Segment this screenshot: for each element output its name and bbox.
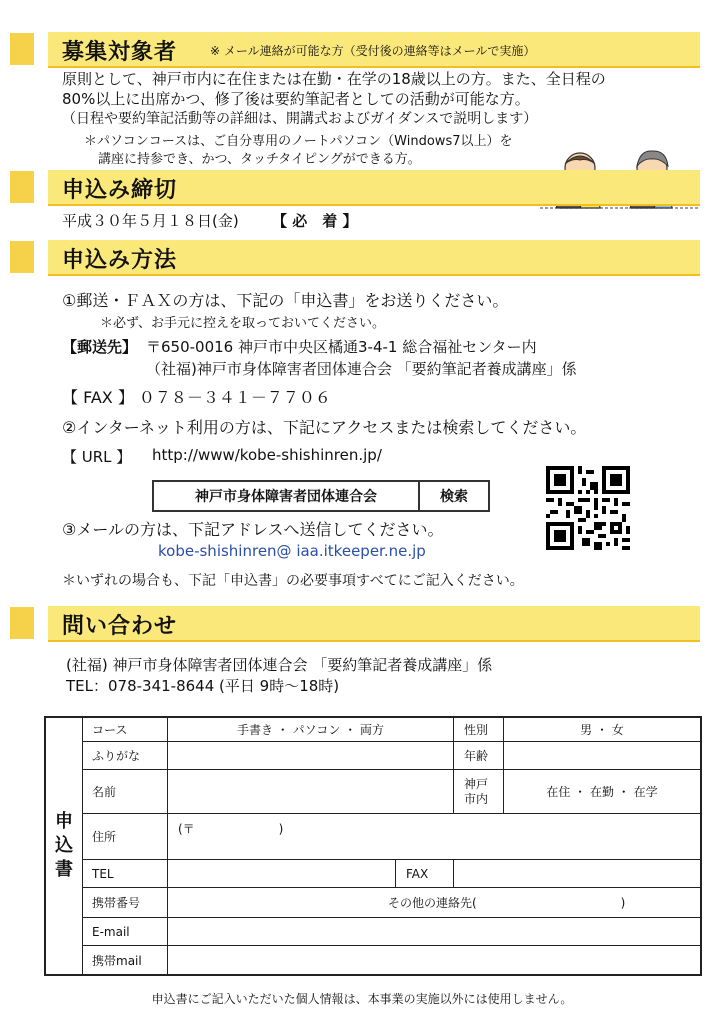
- section-header-deadline: [10, 170, 700, 204]
- section-marker: [10, 33, 34, 65]
- course-options[interactable]: 手書き ・ パソコン ・ 両方: [168, 718, 454, 742]
- age-label: 年齢: [454, 742, 504, 770]
- name-field[interactable]: [168, 770, 454, 814]
- course-label: コース: [82, 718, 168, 742]
- contact-tel: TEL：078-341-8644 (平日 9時〜18時): [66, 677, 340, 695]
- section-marker: [10, 607, 34, 639]
- section-title: 申込み締切: [62, 178, 178, 203]
- method-item-1-note: ＊必ず、お手元に控えを取っておいてください。: [100, 316, 385, 331]
- postal-code-prefix: (〒 ): [178, 822, 284, 836]
- eligibility-line-2: 80%以上に出席かつ、修了後は要約筆記者としての活動が可能な方。: [62, 90, 530, 108]
- url-link[interactable]: http://www/kobe-shishinren.jp/: [152, 446, 382, 464]
- section-marker: [10, 241, 34, 273]
- section-header-eligibility: [10, 32, 700, 66]
- all-cases-note: ＊いずれの場合も、下記「申込書」の必要事項すべてにご記入ください。: [62, 573, 524, 589]
- form-side-char: 込: [55, 835, 73, 856]
- fax-field[interactable]: [454, 860, 700, 888]
- resident-label: [454, 770, 504, 814]
- gender-label: 性別: [454, 718, 504, 742]
- url-label: 【 URL 】: [62, 448, 132, 466]
- pc-course-note-2: 講座に持参でき、かつ、タッチタイピングができる方。: [98, 152, 421, 167]
- pc-course-note-1: ＊パソコンコースは、ご自分専用のノートパソコン（Windows7以上）を: [84, 134, 513, 149]
- tel-field[interactable]: [168, 860, 396, 888]
- deadline-arrival: 【 必 着 】: [272, 212, 358, 230]
- section-header-contact: [10, 606, 700, 640]
- privacy-footer: 申込書にご記入いただいた個人情報は、本事業の実施以外には使用しません。: [151, 992, 573, 1006]
- other-contact-field[interactable]: その他の連絡先( ): [168, 888, 700, 918]
- section-marker: [10, 171, 34, 203]
- section-title: 問い合わせ: [62, 614, 178, 639]
- application-form: [44, 716, 702, 976]
- search-box[interactable]: [152, 480, 490, 512]
- furigana-field[interactable]: [168, 742, 454, 770]
- address-field[interactable]: [168, 814, 700, 860]
- resident-label-line: 市内: [464, 791, 489, 806]
- mobile-mail-label: 携帯mail: [82, 946, 168, 974]
- email-label: E-mail: [82, 918, 168, 946]
- age-field[interactable]: [504, 742, 700, 770]
- name-label: 名前: [82, 770, 168, 814]
- section-title: 募集対象者: [62, 40, 178, 65]
- method-item-2: ②インターネット利用の方は、下記にアクセスまたは検索してください。: [62, 418, 587, 437]
- resident-label-line: 神戸: [464, 776, 489, 791]
- email-field[interactable]: [168, 918, 700, 946]
- fax-label: FAX: [396, 860, 454, 888]
- deadline-date: 平成３０年５月１８日(金): [62, 212, 239, 230]
- section-header-method: [10, 240, 700, 274]
- fax-number: 【 FAX 】 ０７８－３４１－７７０６: [62, 388, 331, 407]
- form-side-title: [46, 718, 83, 974]
- section-note: ※ メール連絡が可能な方（受付後の連絡等はメールで実施）: [210, 44, 536, 58]
- post-label: 【郵送先】: [62, 338, 138, 356]
- qr-code-icon: [546, 466, 630, 550]
- eligibility-line-1: 原則として、神戸市内に在住または在勤・在学の18歳以上の方。また、全日程の: [62, 70, 606, 88]
- contact-org: (社福) 神戸市身体障害者団体連合会 「要約筆記者養成講座」係: [66, 656, 493, 674]
- address-label: 住所: [82, 814, 168, 860]
- gender-options[interactable]: 男 ・ 女: [504, 718, 700, 742]
- method-item-3: ③メールの方は、下記アドレスへ送信してください。: [62, 520, 444, 539]
- email-link[interactable]: kobe-shishinren@ iaa.itkeeper.ne.jp: [158, 542, 426, 560]
- post-address-1: 〒650-0016 神戸市中央区橘通3-4-1 総合福祉センター内: [146, 338, 537, 356]
- method-item-1: ①郵送・ＦＡＸの方は、下記の「申込書」をお送りください。: [62, 291, 509, 310]
- section-title: 申込み方法: [62, 248, 178, 273]
- furigana-label: ふりがな: [82, 742, 168, 770]
- resident-options[interactable]: 在住 ・ 在勤 ・ 在学: [504, 770, 700, 814]
- form-side-char: 申: [55, 811, 73, 832]
- post-address-2: （社福)神戸市身体障害者団体連合会 「要約筆記者養成講座」係: [146, 360, 577, 378]
- mobile-mail-field[interactable]: [168, 946, 700, 974]
- search-query: 神戸市身体障害者団体連合会: [154, 482, 420, 510]
- mobile-label: 携帯番号: [82, 888, 168, 918]
- form-side-char: 書: [55, 859, 73, 880]
- eligibility-line-3: （日程や要約筆記活動等の詳細は、開講式およびガイダンスで説明します）: [62, 111, 538, 127]
- search-button[interactable]: 検索: [440, 489, 468, 505]
- tel-label: TEL: [82, 860, 168, 888]
